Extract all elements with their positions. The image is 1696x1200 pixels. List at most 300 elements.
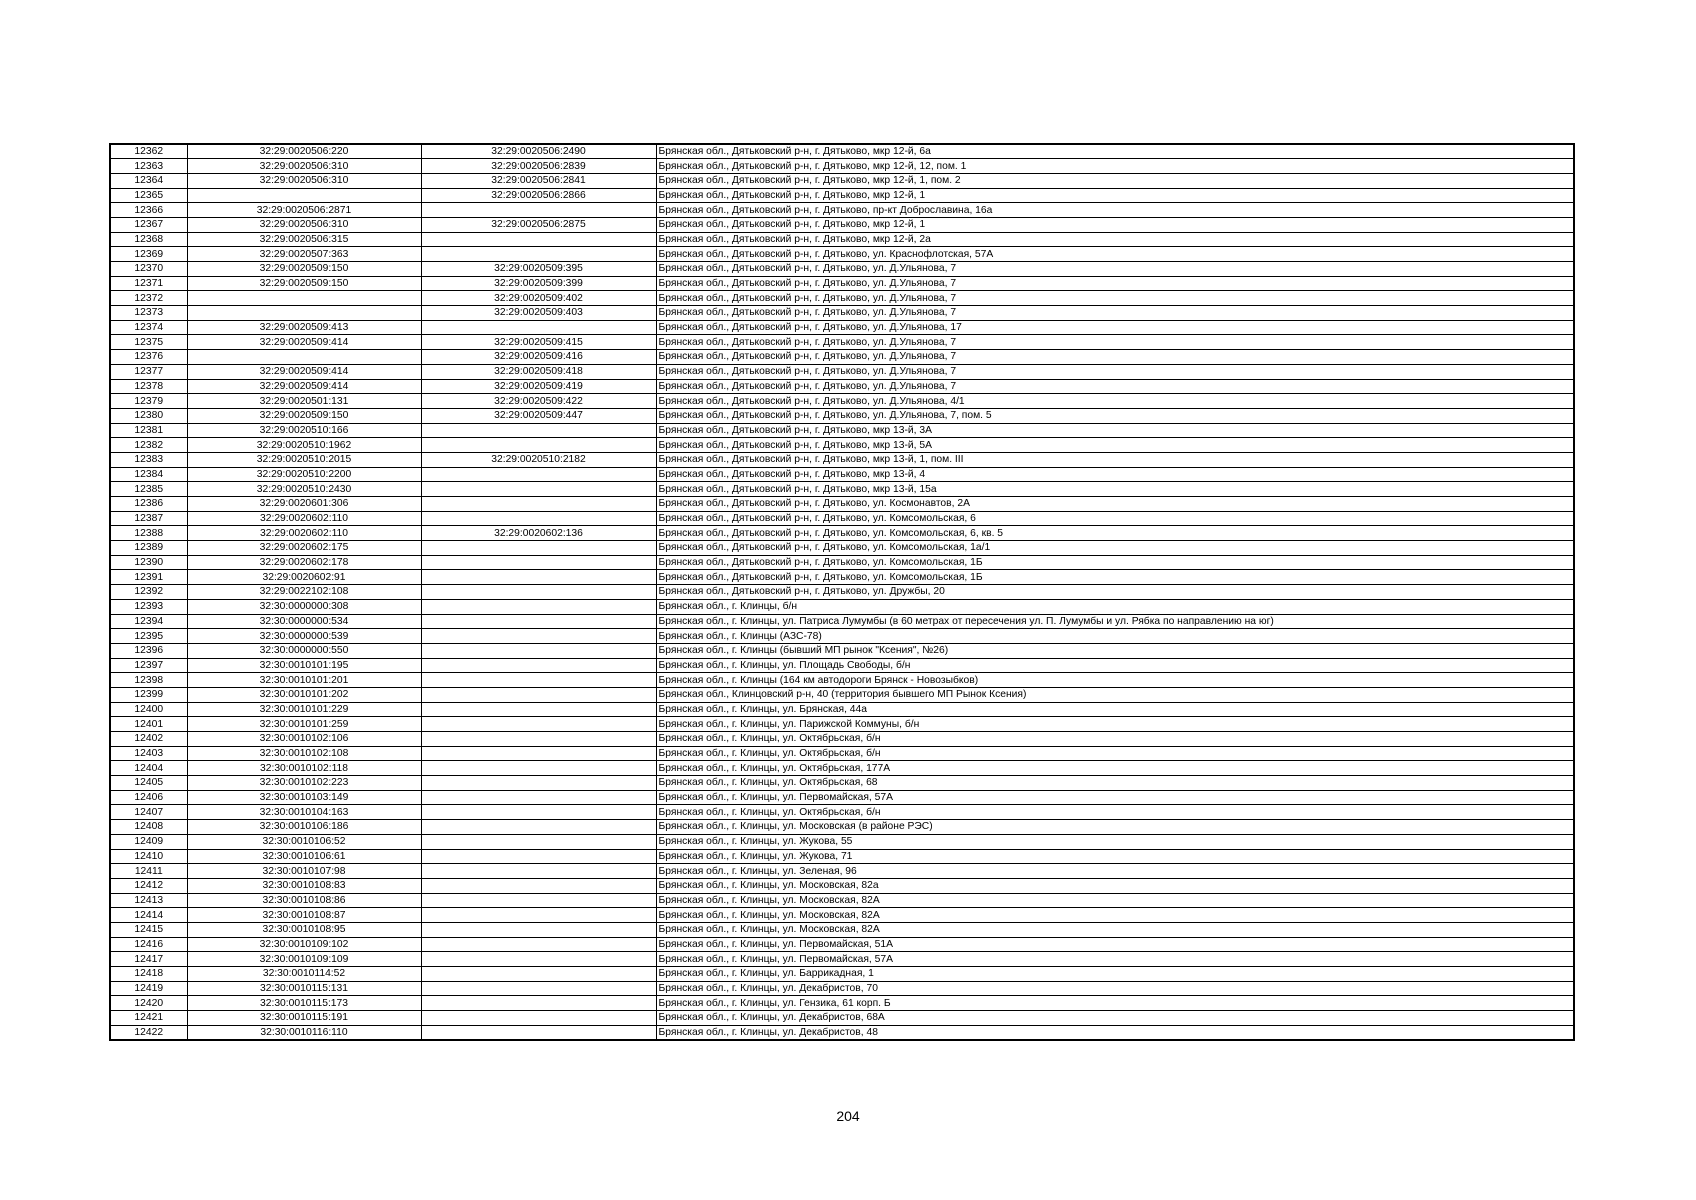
object-cadastral-number-cell xyxy=(421,776,656,791)
object-cadastral-number-cell xyxy=(421,1025,656,1040)
row-number-cell: 12418 xyxy=(110,967,187,982)
row-number-cell: 12378 xyxy=(110,379,187,394)
address-cell: Брянская обл., г. Клинцы (бывший МП рынок "Ксения", №26) xyxy=(656,643,1574,658)
row-number-cell: 12412 xyxy=(110,878,187,893)
land-cadastral-number-cell: 32:30:0010101:202 xyxy=(187,687,421,702)
registry-table-body xyxy=(110,144,1574,1040)
table-row xyxy=(110,306,1574,321)
row-number-cell: 12377 xyxy=(110,364,187,379)
land-cadastral-number-cell: 32:30:0010108:87 xyxy=(187,908,421,923)
address-cell: Брянская обл., г. Клинцы, ул. Жукова, 55 xyxy=(656,834,1574,849)
address-cell: Брянская обл., Дятьковский р-н, г. Дятьково, ул. Комсомольская, 6 xyxy=(656,511,1574,526)
address-cell: Брянская обл., Дятьковский р-н, г. Дятьково, ул. Комсомольская, 1Б xyxy=(656,555,1574,570)
object-cadastral-number-cell xyxy=(421,937,656,952)
address-cell: Брянская обл., г. Клинцы, ул. Октябрьская, 177А xyxy=(656,761,1574,776)
address-cell: Брянская обл., г. Клинцы, ул. Первомайская, 57А xyxy=(656,790,1574,805)
land-cadastral-number-cell: 32:29:0020510:2430 xyxy=(187,482,421,497)
table-row xyxy=(110,1025,1574,1040)
row-number-cell: 12373 xyxy=(110,306,187,321)
table-row xyxy=(110,350,1574,365)
row-number-cell: 12411 xyxy=(110,864,187,879)
land-cadastral-number-cell: 32:30:0000000:534 xyxy=(187,614,421,629)
row-number-cell: 12383 xyxy=(110,452,187,467)
object-cadastral-number-cell: 32:29:0020506:2839 xyxy=(421,159,656,174)
table-row xyxy=(110,144,1574,159)
land-cadastral-number-cell: 32:29:0020509:414 xyxy=(187,379,421,394)
address-cell: Брянская обл., Дятьковский р-н, г. Дятьково, мкр 12-й, 1 xyxy=(656,217,1574,232)
row-number-cell: 12397 xyxy=(110,658,187,673)
object-cadastral-number-cell xyxy=(421,320,656,335)
object-cadastral-number-cell xyxy=(421,570,656,585)
address-cell: Брянская обл., г. Клинцы, ул. Декабристов, 48 xyxy=(656,1025,1574,1040)
object-cadastral-number-cell: 32:29:0020509:416 xyxy=(421,350,656,365)
land-cadastral-number-cell: 32:29:0020601:306 xyxy=(187,497,421,512)
page-number: 204 xyxy=(836,1108,860,1124)
table-row xyxy=(110,687,1574,702)
object-cadastral-number-cell: 32:29:0020509:422 xyxy=(421,394,656,409)
table-row xyxy=(110,570,1574,585)
object-cadastral-number-cell xyxy=(421,232,656,247)
land-cadastral-number-cell xyxy=(187,306,421,321)
table-row xyxy=(110,967,1574,982)
land-cadastral-number-cell: 32:29:0020506:310 xyxy=(187,173,421,188)
row-number-cell: 12381 xyxy=(110,423,187,438)
registry-table xyxy=(109,143,1575,1041)
address-cell: Брянская обл., г. Клинцы (164 км автодороги Брянск - Новозыбков) xyxy=(656,673,1574,688)
object-cadastral-number-cell xyxy=(421,673,656,688)
land-cadastral-number-cell: 32:30:0010115:173 xyxy=(187,996,421,1011)
object-cadastral-number-cell xyxy=(421,423,656,438)
address-cell: Брянская обл., г. Клинцы, ул. Московская, 82А xyxy=(656,922,1574,937)
object-cadastral-number-cell: 32:29:0020506:2866 xyxy=(421,188,656,203)
object-cadastral-number-cell xyxy=(421,511,656,526)
object-cadastral-number-cell xyxy=(421,702,656,717)
object-cadastral-number-cell: 32:29:0020509:402 xyxy=(421,291,656,306)
address-cell: Брянская обл., г. Клинцы (АЗС-78) xyxy=(656,629,1574,644)
land-cadastral-number-cell xyxy=(187,291,421,306)
address-cell: Брянская обл., Дятьковский р-н, г. Дятьково, мкр 13-й, 15а xyxy=(656,482,1574,497)
object-cadastral-number-cell xyxy=(421,687,656,702)
object-cadastral-number-cell xyxy=(421,864,656,879)
object-cadastral-number-cell xyxy=(421,1011,656,1026)
row-number-cell: 12409 xyxy=(110,834,187,849)
object-cadastral-number-cell xyxy=(421,790,656,805)
object-cadastral-number-cell xyxy=(421,805,656,820)
object-cadastral-number-cell xyxy=(421,585,656,600)
table-row xyxy=(110,658,1574,673)
land-cadastral-number-cell: 32:30:0010116:110 xyxy=(187,1025,421,1040)
address-cell: Брянская обл., Дятьковский р-н, г. Дятьково, ул. Д.Ульянова, 7 xyxy=(656,262,1574,277)
object-cadastral-number-cell xyxy=(421,820,656,835)
land-cadastral-number-cell: 32:29:0020507:363 xyxy=(187,247,421,262)
address-cell: Брянская обл., г. Клинцы, ул. Первомайская, 57А xyxy=(656,952,1574,967)
table-row xyxy=(110,408,1574,423)
object-cadastral-number-cell xyxy=(421,717,656,732)
land-cadastral-number-cell: 32:29:0020506:220 xyxy=(187,144,421,159)
address-cell: Брянская обл., Дятьковский р-н, г. Дятьково, ул. Краснофлотская, 57А xyxy=(656,247,1574,262)
row-number-cell: 12368 xyxy=(110,232,187,247)
object-cadastral-number-cell xyxy=(421,952,656,967)
table-row xyxy=(110,790,1574,805)
land-cadastral-number-cell: 32:30:0010114:52 xyxy=(187,967,421,982)
land-cadastral-number-cell: 32:29:0020510:2200 xyxy=(187,467,421,482)
table-row xyxy=(110,335,1574,350)
table-row xyxy=(110,467,1574,482)
object-cadastral-number-cell xyxy=(421,658,656,673)
land-cadastral-number-cell: 32:29:0020509:150 xyxy=(187,262,421,277)
row-number-cell: 12362 xyxy=(110,144,187,159)
land-cadastral-number-cell: 32:29:0020602:175 xyxy=(187,541,421,556)
table-row xyxy=(110,922,1574,937)
row-number-cell: 12420 xyxy=(110,996,187,1011)
land-cadastral-number-cell: 32:30:0010115:131 xyxy=(187,981,421,996)
object-cadastral-number-cell xyxy=(421,996,656,1011)
land-cadastral-number-cell: 32:30:0010101:195 xyxy=(187,658,421,673)
land-cadastral-number-cell: 32:30:0010104:163 xyxy=(187,805,421,820)
table-row xyxy=(110,364,1574,379)
row-number-cell: 12376 xyxy=(110,350,187,365)
land-cadastral-number-cell: 32:30:0010108:86 xyxy=(187,893,421,908)
land-cadastral-number-cell: 32:30:0010109:102 xyxy=(187,937,421,952)
land-cadastral-number-cell xyxy=(187,188,421,203)
land-cadastral-number-cell: 32:30:0010109:109 xyxy=(187,952,421,967)
land-cadastral-number-cell: 32:29:0020506:2871 xyxy=(187,203,421,218)
row-number-cell: 12375 xyxy=(110,335,187,350)
row-number-cell: 12369 xyxy=(110,247,187,262)
row-number-cell: 12402 xyxy=(110,732,187,747)
land-cadastral-number-cell: 32:30:0010106:52 xyxy=(187,834,421,849)
row-number-cell: 12374 xyxy=(110,320,187,335)
table-row xyxy=(110,981,1574,996)
row-number-cell: 12365 xyxy=(110,188,187,203)
object-cadastral-number-cell: 32:29:0020506:2875 xyxy=(421,217,656,232)
object-cadastral-number-cell xyxy=(421,482,656,497)
object-cadastral-number-cell xyxy=(421,541,656,556)
table-row xyxy=(110,291,1574,306)
table-row xyxy=(110,820,1574,835)
object-cadastral-number-cell: 32:29:0020506:2841 xyxy=(421,173,656,188)
land-cadastral-number-cell: 32:29:0020509:413 xyxy=(187,320,421,335)
row-number-cell: 12387 xyxy=(110,511,187,526)
row-number-cell: 12407 xyxy=(110,805,187,820)
table-row xyxy=(110,379,1574,394)
object-cadastral-number-cell: 32:29:0020509:395 xyxy=(421,262,656,277)
row-number-cell: 12393 xyxy=(110,599,187,614)
row-number-cell: 12419 xyxy=(110,981,187,996)
address-cell: Брянская обл., Дятьковский р-н, г. Дятьково, ул. Д.Ульянова, 7 xyxy=(656,306,1574,321)
table-row xyxy=(110,159,1574,174)
address-cell: Брянская обл., Дятьковский р-н, г. Дятьково, ул. Комсомольская, 1а/1 xyxy=(656,541,1574,556)
land-cadastral-number-cell: 32:30:0010103:149 xyxy=(187,790,421,805)
object-cadastral-number-cell: 32:29:0020510:2182 xyxy=(421,452,656,467)
address-cell: Брянская обл., г. Клинцы, ул. Площадь Свободы, б/н xyxy=(656,658,1574,673)
land-cadastral-number-cell: 32:30:0000000:308 xyxy=(187,599,421,614)
table-row xyxy=(110,203,1574,218)
address-cell: Брянская обл., г. Клинцы, ул. Баррикадная, 1 xyxy=(656,967,1574,982)
address-cell: Брянская обл., г. Клинцы, ул. Первомайская, 51А xyxy=(656,937,1574,952)
row-number-cell: 12394 xyxy=(110,614,187,629)
address-cell: Брянская обл., Дятьковский р-н, г. Дятьково, ул. Д.Ульянова, 7, пом. 5 xyxy=(656,408,1574,423)
row-number-cell: 12364 xyxy=(110,173,187,188)
address-cell: Брянская обл., г. Клинцы, ул. Московская (в районе РЭС) xyxy=(656,820,1574,835)
table-row xyxy=(110,996,1574,1011)
row-number-cell: 12395 xyxy=(110,629,187,644)
row-number-cell: 12414 xyxy=(110,908,187,923)
table-row xyxy=(110,834,1574,849)
row-number-cell: 12416 xyxy=(110,937,187,952)
land-cadastral-number-cell: 32:30:0010106:186 xyxy=(187,820,421,835)
row-number-cell: 12410 xyxy=(110,849,187,864)
object-cadastral-number-cell xyxy=(421,922,656,937)
table-row xyxy=(110,276,1574,291)
table-row xyxy=(110,188,1574,203)
land-cadastral-number-cell: 32:30:0010108:83 xyxy=(187,878,421,893)
land-cadastral-number-cell: 32:30:0010102:118 xyxy=(187,761,421,776)
object-cadastral-number-cell xyxy=(421,629,656,644)
object-cadastral-number-cell xyxy=(421,247,656,262)
table-row xyxy=(110,262,1574,277)
address-cell: Брянская обл., Дятьковский р-н, г. Дятьково, ул. Д.Ульянова, 17 xyxy=(656,320,1574,335)
row-number-cell: 12403 xyxy=(110,746,187,761)
address-cell: Брянская обл., Дятьковский р-н, г. Дятьково, мкр 13-й, 3А xyxy=(656,423,1574,438)
land-cadastral-number-cell: 32:30:0010115:191 xyxy=(187,1011,421,1026)
row-number-cell: 12408 xyxy=(110,820,187,835)
table-row xyxy=(110,761,1574,776)
address-cell: Брянская обл., г. Клинцы, ул. Патриса Лумумбы (в 60 метрах от пересечения ул. П. Лумумбы и ул. Рябка по направлению на юг) xyxy=(656,614,1574,629)
object-cadastral-number-cell xyxy=(421,732,656,747)
table-row xyxy=(110,937,1574,952)
address-cell: Брянская обл., Клинцовский р-н, 40 (территория бывшего МП Рынок Ксения) xyxy=(656,687,1574,702)
row-number-cell: 12390 xyxy=(110,555,187,570)
table-row xyxy=(110,849,1574,864)
address-cell: Брянская обл., Дятьковский р-н, г. Дятьково, ул. Д.Ульянова, 4/1 xyxy=(656,394,1574,409)
land-cadastral-number-cell: 32:29:0020602:178 xyxy=(187,555,421,570)
table-row xyxy=(110,394,1574,409)
row-number-cell: 12415 xyxy=(110,922,187,937)
object-cadastral-number-cell: 32:29:0020509:418 xyxy=(421,364,656,379)
object-cadastral-number-cell xyxy=(421,497,656,512)
row-number-cell: 12372 xyxy=(110,291,187,306)
table-row xyxy=(110,320,1574,335)
land-cadastral-number-cell: 32:30:0010101:259 xyxy=(187,717,421,732)
address-cell: Брянская обл., Дятьковский р-н, г. Дятьково, мкр 12-й, 2а xyxy=(656,232,1574,247)
land-cadastral-number-cell: 32:29:0020509:414 xyxy=(187,335,421,350)
row-number-cell: 12400 xyxy=(110,702,187,717)
table-row xyxy=(110,673,1574,688)
object-cadastral-number-cell: 32:29:0020509:399 xyxy=(421,276,656,291)
land-cadastral-number-cell: 32:29:0020509:150 xyxy=(187,276,421,291)
land-cadastral-number-cell: 32:29:0020509:150 xyxy=(187,408,421,423)
table-row xyxy=(110,232,1574,247)
land-cadastral-number-cell: 32:29:0020506:310 xyxy=(187,159,421,174)
row-number-cell: 12391 xyxy=(110,570,187,585)
row-number-cell: 12422 xyxy=(110,1025,187,1040)
object-cadastral-number-cell xyxy=(421,438,656,453)
table-row xyxy=(110,878,1574,893)
object-cadastral-number-cell xyxy=(421,555,656,570)
table-row xyxy=(110,555,1574,570)
land-cadastral-number-cell: 32:29:0020510:166 xyxy=(187,423,421,438)
object-cadastral-number-cell xyxy=(421,893,656,908)
row-number-cell: 12389 xyxy=(110,541,187,556)
row-number-cell: 12413 xyxy=(110,893,187,908)
address-cell: Брянская обл., Дятьковский р-н, г. Дятьково, мкр 13-й, 5А xyxy=(656,438,1574,453)
object-cadastral-number-cell xyxy=(421,967,656,982)
table-row xyxy=(110,746,1574,761)
land-cadastral-number-cell: 32:29:0020602:91 xyxy=(187,570,421,585)
table-row xyxy=(110,541,1574,556)
table-row xyxy=(110,452,1574,467)
object-cadastral-number-cell xyxy=(421,203,656,218)
address-cell: Брянская обл., г. Клинцы, ул. Московская, 82А xyxy=(656,893,1574,908)
row-number-cell: 12396 xyxy=(110,643,187,658)
table-row xyxy=(110,585,1574,600)
row-number-cell: 12417 xyxy=(110,952,187,967)
table-row xyxy=(110,776,1574,791)
row-number-cell: 12370 xyxy=(110,262,187,277)
object-cadastral-number-cell: 32:29:0020509:447 xyxy=(421,408,656,423)
land-cadastral-number-cell: 32:30:0010102:108 xyxy=(187,746,421,761)
address-cell: Брянская обл., г. Клинцы, ул. Жукова, 71 xyxy=(656,849,1574,864)
address-cell: Брянская обл., г. Клинцы, ул. Зеленая, 96 xyxy=(656,864,1574,879)
land-cadastral-number-cell: 32:29:0020506:310 xyxy=(187,217,421,232)
address-cell: Брянская обл., Дятьковский р-н, г. Дятьково, мкр 12-й, 6а xyxy=(656,144,1574,159)
land-cadastral-number-cell: 32:29:0020510:2015 xyxy=(187,452,421,467)
object-cadastral-number-cell xyxy=(421,908,656,923)
object-cadastral-number-cell xyxy=(421,614,656,629)
object-cadastral-number-cell xyxy=(421,981,656,996)
table-row xyxy=(110,247,1574,262)
land-cadastral-number-cell: 32:30:0010101:229 xyxy=(187,702,421,717)
row-number-cell: 12371 xyxy=(110,276,187,291)
address-cell: Брянская обл., г. Клинцы, ул. Брянская, 44а xyxy=(656,702,1574,717)
table-row xyxy=(110,526,1574,541)
object-cadastral-number-cell xyxy=(421,467,656,482)
row-number-cell: 12363 xyxy=(110,159,187,174)
table-row xyxy=(110,497,1574,512)
object-cadastral-number-cell xyxy=(421,746,656,761)
address-cell: Брянская обл., Дятьковский р-н, г. Дятьково, мкр 13-й, 4 xyxy=(656,467,1574,482)
table-row xyxy=(110,614,1574,629)
row-number-cell: 12398 xyxy=(110,673,187,688)
row-number-cell: 12367 xyxy=(110,217,187,232)
table-row xyxy=(110,908,1574,923)
address-cell: Брянская обл., Дятьковский р-н, г. Дятьково, мкр 12-й, 1 xyxy=(656,188,1574,203)
row-number-cell: 12392 xyxy=(110,585,187,600)
address-cell: Брянская обл., Дятьковский р-н, г. Дятьково, ул. Комсомольская, 6, кв. 5 xyxy=(656,526,1574,541)
address-cell: Брянская обл., Дятьковский р-н, г. Дятьково, мкр 12-й, 12, пом. 1 xyxy=(656,159,1574,174)
table-row xyxy=(110,864,1574,879)
land-cadastral-number-cell: 32:29:0020509:414 xyxy=(187,364,421,379)
table-row xyxy=(110,173,1574,188)
object-cadastral-number-cell xyxy=(421,599,656,614)
land-cadastral-number-cell: 32:29:0020602:110 xyxy=(187,511,421,526)
table-row xyxy=(110,599,1574,614)
row-number-cell: 12384 xyxy=(110,467,187,482)
table-row xyxy=(110,217,1574,232)
address-cell: Брянская обл., г. Клинцы, ул. Октябрьская, б/н xyxy=(656,732,1574,747)
row-number-cell: 12382 xyxy=(110,438,187,453)
object-cadastral-number-cell xyxy=(421,761,656,776)
table-row xyxy=(110,893,1574,908)
table-row xyxy=(110,438,1574,453)
table-row xyxy=(110,1011,1574,1026)
object-cadastral-number-cell xyxy=(421,834,656,849)
land-cadastral-number-cell: 32:30:0010106:61 xyxy=(187,849,421,864)
table-row xyxy=(110,952,1574,967)
address-cell: Брянская обл., Дятьковский р-н, г. Дятьково, ул. Д.Ульянова, 7 xyxy=(656,364,1574,379)
row-number-cell: 12366 xyxy=(110,203,187,218)
table-row xyxy=(110,805,1574,820)
land-cadastral-number-cell: 32:29:0022102:108 xyxy=(187,585,421,600)
address-cell: Брянская обл., г. Клинцы, ул. Парижской Коммуны, б/н xyxy=(656,717,1574,732)
land-cadastral-number-cell: 32:30:0000000:539 xyxy=(187,629,421,644)
table-row xyxy=(110,732,1574,747)
object-cadastral-number-cell: 32:29:0020509:403 xyxy=(421,306,656,321)
object-cadastral-number-cell: 32:29:0020509:415 xyxy=(421,335,656,350)
row-number-cell: 12399 xyxy=(110,687,187,702)
address-cell: Брянская обл., Дятьковский р-н, г. Дятьково, ул. Д.Ульянова, 7 xyxy=(656,379,1574,394)
table-row xyxy=(110,423,1574,438)
row-number-cell: 12405 xyxy=(110,776,187,791)
row-number-cell: 12379 xyxy=(110,394,187,409)
address-cell: Брянская обл., Дятьковский р-н, г. Дятьково, ул. Космонавтов, 2А xyxy=(656,497,1574,512)
address-cell: Брянская обл., Дятьковский р-н, г. Дятьково, ул. Дружбы, 20 xyxy=(656,585,1574,600)
address-cell: Брянская обл., г. Клинцы, ул. Декабристов, 68А xyxy=(656,1011,1574,1026)
land-cadastral-number-cell xyxy=(187,350,421,365)
table-row xyxy=(110,702,1574,717)
address-cell: Брянская обл., г. Клинцы, б/н xyxy=(656,599,1574,614)
row-number-cell: 12404 xyxy=(110,761,187,776)
land-cadastral-number-cell: 32:29:0020506:315 xyxy=(187,232,421,247)
land-cadastral-number-cell: 32:30:0010108:95 xyxy=(187,922,421,937)
address-cell: Брянская обл., Дятьковский р-н, г. Дятьково, мкр 12-й, 1, пом. 2 xyxy=(656,173,1574,188)
address-cell: Брянская обл., Дятьковский р-н, г. Дятьково, ул. Д.Ульянова, 7 xyxy=(656,350,1574,365)
table-row xyxy=(110,629,1574,644)
row-number-cell: 12380 xyxy=(110,408,187,423)
object-cadastral-number-cell xyxy=(421,643,656,658)
address-cell: Брянская обл., г. Клинцы, ул. Октябрьская, 68 xyxy=(656,776,1574,791)
object-cadastral-number-cell: 32:29:0020506:2490 xyxy=(421,144,656,159)
row-number-cell: 12385 xyxy=(110,482,187,497)
table-row xyxy=(110,643,1574,658)
address-cell: Брянская обл., Дятьковский р-н, г. Дятьково, ул. Д.Ульянова, 7 xyxy=(656,335,1574,350)
object-cadastral-number-cell xyxy=(421,849,656,864)
row-number-cell: 12388 xyxy=(110,526,187,541)
address-cell: Брянская обл., Дятьковский р-н, г. Дятьково, ул. Комсомольская, 1Б xyxy=(656,570,1574,585)
address-cell: Брянская обл., г. Клинцы, ул. Гензика, 61 корп. Б xyxy=(656,996,1574,1011)
address-cell: Брянская обл., г. Клинцы, ул. Московская, 82а xyxy=(656,878,1574,893)
land-cadastral-number-cell: 32:30:0010102:223 xyxy=(187,776,421,791)
land-cadastral-number-cell: 32:29:0020510:1962 xyxy=(187,438,421,453)
row-number-cell: 12401 xyxy=(110,717,187,732)
land-cadastral-number-cell: 32:30:0010101:201 xyxy=(187,673,421,688)
address-cell: Брянская обл., г. Клинцы, ул. Октябрьская, б/н xyxy=(656,805,1574,820)
table-row xyxy=(110,511,1574,526)
address-cell: Брянская обл., г. Клинцы, ул. Декабристов, 70 xyxy=(656,981,1574,996)
land-cadastral-number-cell: 32:30:0010102:106 xyxy=(187,732,421,747)
address-cell: Брянская обл., Дятьковский р-н, г. Дятьково, ул. Д.Ульянова, 7 xyxy=(656,276,1574,291)
land-cadastral-number-cell: 32:29:0020602:110 xyxy=(187,526,421,541)
address-cell: Брянская обл., Дятьковский р-н, г. Дятьково, мкр 13-й, 1, пом. III xyxy=(656,452,1574,467)
object-cadastral-number-cell xyxy=(421,878,656,893)
row-number-cell: 12406 xyxy=(110,790,187,805)
land-cadastral-number-cell: 32:29:0020501:131 xyxy=(187,394,421,409)
land-cadastral-number-cell: 32:30:0010107:98 xyxy=(187,864,421,879)
table-row xyxy=(110,482,1574,497)
address-cell: Брянская обл., Дятьковский р-н, г. Дятьково, пр-кт Доброславина, 16а xyxy=(656,203,1574,218)
address-cell: Брянская обл., г. Клинцы, ул. Московская, 82А xyxy=(656,908,1574,923)
